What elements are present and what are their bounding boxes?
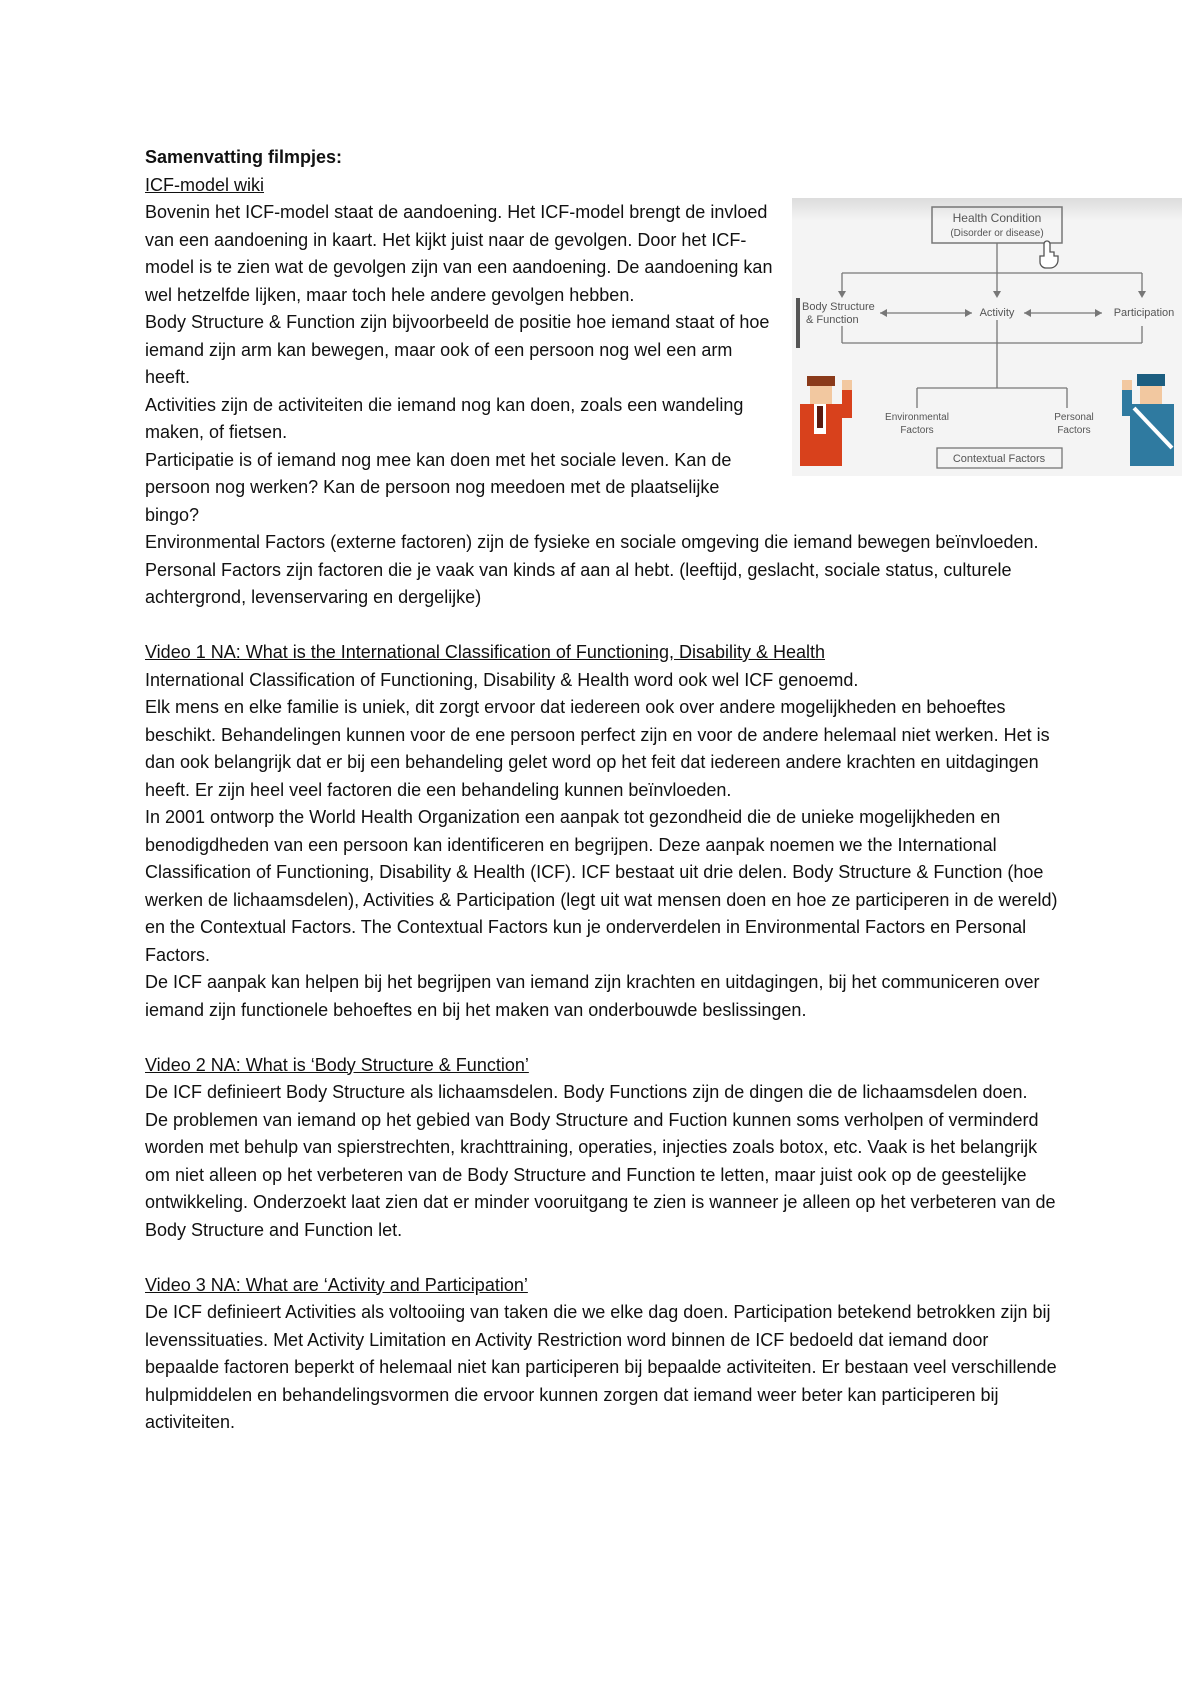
participation-label: Participation [1113, 307, 1175, 319]
paragraph: Activities zijn de activiteiten die iemand nog kan doen, zoals een wandeling maken, of fietsen. [145, 394, 744, 442]
paragraph: De ICF definieert Body Structure als lichaamsdelen. Body Functions zijn de dingen die de lichaamsdelen doen. [145, 1082, 1028, 1102]
spacer [145, 612, 1065, 640]
paragraph: Participatie is of iemand nog mee kan doen met het sociale leven. Kan de persoon nog werken? Kan de persoon nog meedoen met de plaatselijke bingo? [145, 449, 732, 525]
personal-label: Personal [1054, 412, 1094, 423]
paragraph: Personal Factors zijn factoren die je vaak van kinds af aan al hebt. (leeftijd, geslacht, sociale status, culturele achtergrond, levenservaring en dergelijke) [145, 559, 1012, 607]
paragraph: De ICF definieert Activities als voltooiing van taken die we elke dag doen. Participation betekend betrokken zijn bij levenssituaties. Met Activity Limitation en Activity Restriction word binnen de ICF bedoeld dat iemand door bepaalde factoren beperkt of helemaal niet kan participeren bij bepaalde activiteiten. Er bestaan veel verschillende hulpmiddelen en behandelingsvormen die ervoor kunnen zorgen dat iemand weer beter kan participeren bij activiteiten. [145, 1302, 1057, 1432]
document-body [145, 144, 1065, 1437]
section-title-video-2: Video 2 NA: What is ‘Body Structure & Function’ [145, 1054, 529, 1075]
body-structure-label: Body Structure [802, 301, 875, 313]
paragraph: De ICF aanpak kan helpen bij het begrijpen van iemand zijn krachten en uitdagingen, bij het communiceren over iemand zijn functionele behoeftes en bij het maken van onderbouwde beslissingen. [145, 972, 1040, 1020]
paragraph: De problemen van iemand op het gebied van Body Structure and Fuction kunnen soms verholpen of verminderd worden met behulp van spierstrechten, krachttraining, operaties, injecties zoals botox, etc. Vaak is het belangrijk om niet alleen op het verbeteren van de Body Structure and Function te letten, maar juist ook op de geestelijke ontwikkeling. Onderzoekt laat zien dat er minder vooruitgang te zien is wanneer je alleen op het verbeteren van de Body Structure and Function let. [145, 1109, 1056, 1240]
spacer [145, 1024, 1065, 1052]
section-title-icf-wiki: ICF-model wiki [145, 174, 265, 195]
body-function-label: & Function [806, 314, 859, 326]
spacer [145, 1244, 1065, 1272]
environmental-factors-label: Factors [900, 425, 934, 436]
section-title-video-1: Video 1 NA: What is the International Classification of Functioning, Disability & Health [145, 642, 826, 662]
paragraph: In 2001 ontworp the World Health Organization een aanpak tot gezondheid die de unieke mogelijkheden en benodigdheden van een persoon kan identificeren en begrijpen. Deze aanpak noemen we the International Classification of Functioning, Disability & Health (ICF). ICF bestaat uit drie delen. Body Structure & Function (hoe werken de lichaamsdelen), Activities & Participation (legt uit wat mensen doen en hoe ze participeren in de wereld) en the Contextual Factors. The Contextual Factors kun je onderverdelen in Environmental Factors en Personal Factors. [145, 807, 1058, 965]
paragraph: Environmental Factors (externe factoren) zijn de fysieke en sociale omgeving die iemand bewegen beïnvloeden. [145, 532, 1039, 552]
activity-label: Activity [979, 307, 1015, 319]
personal-factors-label: Factors [1057, 425, 1091, 436]
health-condition-label: Health Condition [952, 211, 1042, 225]
paragraph: International Classification of Functioning, Disability & Health word ook wel ICF genoemd. [145, 669, 859, 690]
right-person-icon [1122, 374, 1174, 466]
environmental-label: Environmental [885, 412, 949, 423]
paragraph: Body Structure & Function zijn bijvoorbeeld de positie hoe iemand staat of hoe iemand zijn arm kan bewegen, maar ook of een persoon nog wel een arm heeft. [145, 312, 770, 387]
document-heading: Samenvatting filmpjes: [145, 147, 343, 167]
paragraph: Bovenin het ICF-model staat de aandoening. Het ICF-model brengt de invloed van een aandoening in kaart. Het kijkt juist naar de gevolgen. Door het ICF-model is te zien wat de gevolgen zijn van een aandoening. De aandoening kan wel hetzelfde lijken, maar toch hele andere gevolgen hebben. [145, 202, 773, 305]
section-title-video-3: Video 3 NA: What are ‘Activity and Participation’ [145, 1274, 528, 1295]
paragraph: Elk mens en elke familie is uniek, dit zorgt ervoor dat iedereen ook over andere mogelijkheden en behoeftes beschikt. Behandelingen kunnen voor de ene persoon perfect zijn en voor de andere helemaal niet werken. Het is dan ook belangrijk dat er bij een behandeling gelet word op het feit dat iedereen andere krachten en uitdagingen heeft. Er zijn heel veel factoren die een behandeling kunnen beïnvloeden. [145, 697, 1050, 800]
contextual-factors-label: Contextual Factors [952, 453, 1046, 465]
disorder-label: (Disorder or disease) [950, 228, 1044, 239]
